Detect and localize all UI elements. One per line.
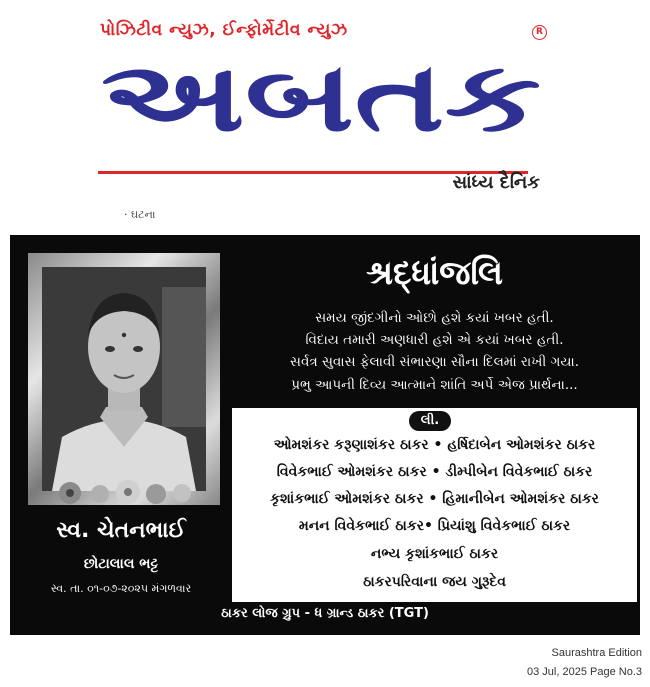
portrait-photo	[42, 267, 206, 491]
edition-name: Saurashtra Edition	[551, 647, 642, 659]
family-name-line: મનન વિવેકભાઈ ઠાકર• પ્રિયાંશુ વિવેકભાઈ ઠાકર	[298, 518, 571, 534]
masthead-subtitle: સાંધ્ય દૈનિક	[452, 172, 540, 193]
li-badge: લી.	[409, 411, 451, 431]
deceased-name: સ્વ. ચેતનભાઈ	[56, 518, 186, 543]
edition-info	[442, 644, 642, 682]
verse-line: સમય જીંદગીનો ઓછો હશે કયાં ખબર હતી.	[315, 310, 554, 326]
logo-text: અબતક	[101, 44, 541, 148]
photo-frame	[28, 253, 220, 505]
registered-mark: R	[532, 25, 547, 40]
deceased-date: સ્વ. તા. ૦૧-૦૭-૨૦૨૫ મંગળવાર	[50, 582, 192, 595]
family-name-line: ઠાકરપરિવાના જય ગુરૂદેવ	[363, 574, 506, 590]
deceased-father-name: છોટાલાલ ભટ્ટ	[83, 556, 159, 572]
family-name-line: નભ્ય કૃશાંકભાઈ ઠાકર	[370, 546, 499, 562]
verse-line: સર્વત્ર સુવાસ ફેલાવી સંભારણા સૌના દિલમાં રાખી ગયા.	[290, 354, 579, 370]
family-name-line: કૃશાંકભાઈ ઓમશંકર ઠાકર • હિમાનીબેન ઓમશંકર ઠાકર	[270, 491, 599, 507]
family-name-line: ઓમશંકર કરૂણાશંકર ઠાકર • હર્ષિદાબેન ઓમશંકર ઠાકર	[273, 437, 596, 453]
fragment-text: · ઘટના	[124, 208, 156, 221]
verse-line: વિદાય તમારી અણધારી હશે એ કયાં ખબર હતી.	[305, 332, 564, 348]
family-name-line: વિવેકભાઈ ઓમશંકર ઠાકર • ડીમ્પીબેન વિવેકભાઈ ઠાકર	[276, 464, 593, 480]
edition-date-page: 03 Jul, 2025 Page No.3	[527, 666, 642, 678]
verse-line: પ્રભુ આપની દિવ્ય આત્માને શાંતિ અર્પે એજ પ્રાર્થના...	[291, 377, 578, 393]
tagline: પોઝિટીવ ન્યુઝ, ઈન્ફોર્મેટીવ ન્યુઝ	[100, 20, 348, 40]
ad-footer: ઠાકર લોજ ગ્રુપ - ધ ગ્રાન્ડ ઠાકર (TGT)	[221, 606, 429, 621]
portrait-illustration	[42, 267, 206, 491]
masthead-logo	[98, 44, 544, 148]
flower-decoration	[50, 478, 200, 508]
tribute-heading: શ્રદ્ધાંજલિ	[366, 253, 503, 292]
